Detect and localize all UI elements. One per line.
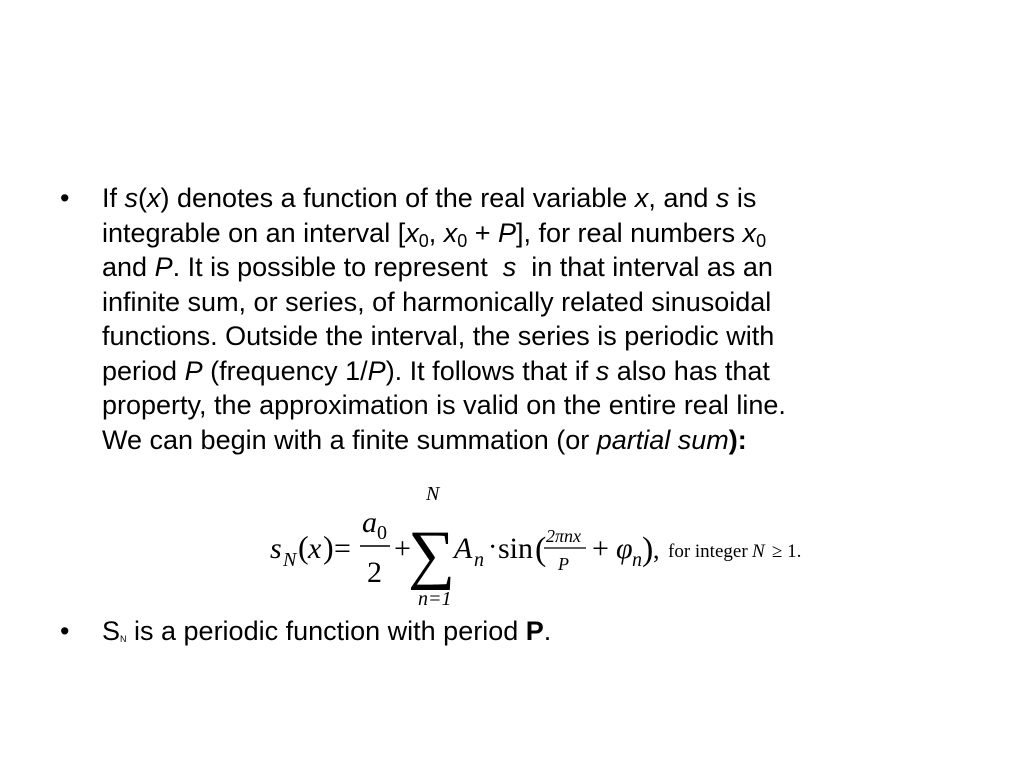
formula-paren-open: ( [298,529,309,565]
formula-sin-paren-close: ) [642,531,654,568]
formula-phi: φ [616,532,633,565]
formula-inner-den: P [558,554,569,574]
bullet-icon: • [60,616,70,646]
formula-plus-1: + [394,532,411,565]
formula-comma: , [653,535,660,564]
periodic-text: is a periodic function with period [126,616,526,646]
bullet-icon: • [60,183,70,213]
text-line-4: infinite sum, or series, of harmonically related sinusoidal [102,286,772,317]
formula-lhs-sub: N [283,549,297,571]
formula-term-a: A [454,532,473,565]
formula-svg [270,482,830,610]
text-line-2: integrable on an interval [$x_0$, $x_0 + P$], for real numbers $x_0$ [102,217,767,251]
sn-letter: S [102,616,121,646]
bullet-item-periodic [60,614,960,649]
formula-plus-2: + [592,532,609,565]
formula-inner-num: 2πnx [546,526,582,546]
formula-phi-sub: n [632,549,642,571]
sn-subscript: N [120,634,127,644]
partial-sum-formula [270,482,830,610]
periodic-end: . [543,616,552,646]
bullet-list-main [60,181,960,457]
formula-a0-sub: 0 [377,522,387,544]
formula-condition-var: N [752,541,765,562]
text-line-8: We can begin with a finite summation (or partial sum): [102,424,747,455]
formula-condition-rel: ≥ 1. [772,541,802,562]
formula-cdot: · [488,532,498,563]
definition-paragraph [102,181,960,457]
formula-sum-upper: N [426,483,440,505]
text-line-7: property, the approximation is valid on the entire real line. [102,390,786,420]
formula-a0-num: a [362,506,377,539]
formula-lhs-arg: x [308,532,322,565]
formula-sin: sin [498,532,534,565]
formula-a0-den: 2 [367,556,382,589]
bullet-item-definition [60,181,960,457]
formula-lhs-s: s [270,532,282,565]
text-line-5: functions. Outside the interval, the series is periodic with [102,321,775,351]
periodic-statement [102,614,960,649]
text-line-3: and P. It is possible to represent s in that interval as an [102,252,773,282]
text-line-1: If s(x) denotes a function of the real variable x, and s is [102,183,757,213]
formula-term-a-sub: n [474,549,484,571]
formula-sum-lower: n=1 [418,588,452,610]
text-line-6: period P (frequency 1/P). It follows that if s also has that [102,355,770,386]
formula-sum-symbol: ∑ [408,518,456,591]
formula-sin-paren-open: ( [535,531,547,568]
formula-equals: = [334,532,351,565]
bullet-list-second [60,614,960,649]
formula-paren-close: ) [323,529,334,565]
period-symbol: P [525,616,544,646]
formula-condition-text: for integer [668,541,748,562]
